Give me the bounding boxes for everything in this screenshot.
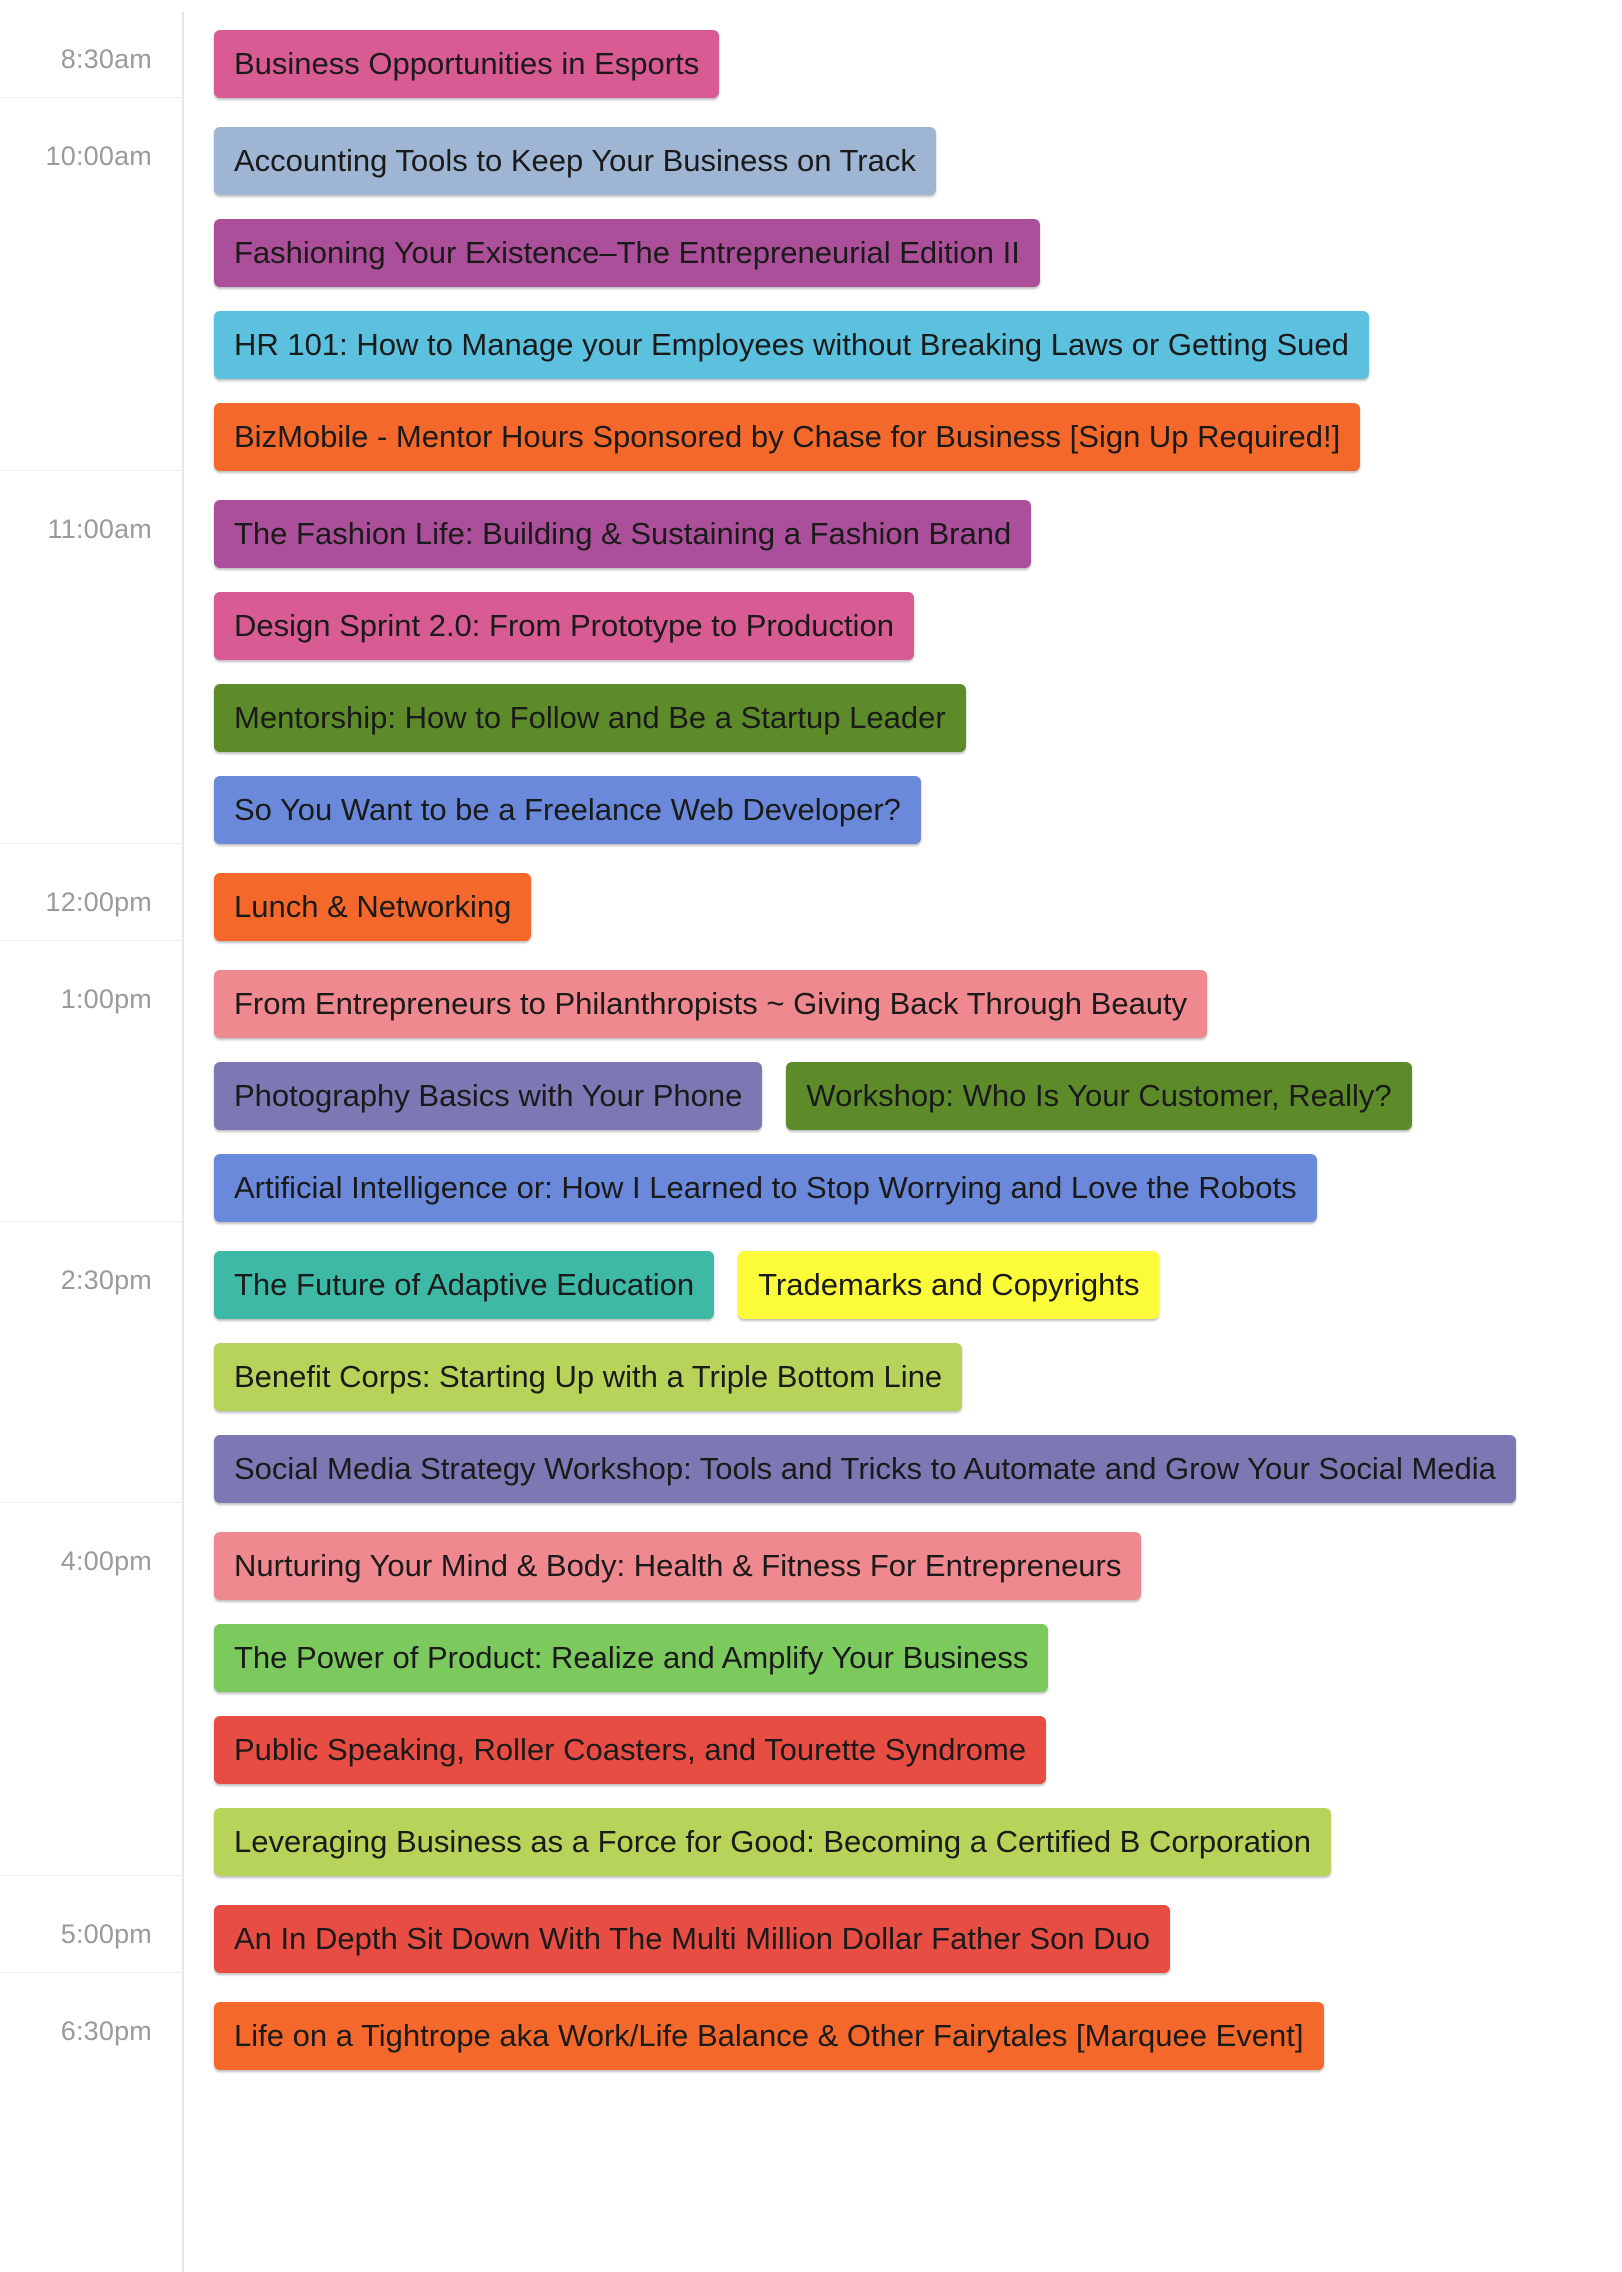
time-label: 5:00pm xyxy=(60,1919,152,1949)
session-card[interactable]: HR 101: How to Manage your Employees without Breaking Laws or Getting Sued xyxy=(214,311,1369,379)
time-slot xyxy=(0,30,1622,98)
slot-divider xyxy=(0,97,183,98)
session-card[interactable]: Mentorship: How to Follow and Be a Startup Leader xyxy=(214,684,966,752)
session-card[interactable]: From Entrepreneurs to Philanthropists ~ Giving Back Through Beauty xyxy=(214,970,1207,1038)
slot-divider xyxy=(0,1221,183,1222)
time-slot xyxy=(0,2002,1622,2070)
session-row xyxy=(214,592,1622,660)
session-row xyxy=(214,1808,1622,1876)
time-label: 4:00pm xyxy=(60,1546,152,1576)
session-card[interactable]: Public Speaking, Roller Coasters, and Tourette Syndrome xyxy=(214,1716,1046,1784)
session-list xyxy=(214,2002,1622,2070)
session-card[interactable]: Photography Basics with Your Phone xyxy=(214,1062,762,1130)
slot-divider xyxy=(0,843,183,844)
session-row xyxy=(214,1905,1622,1973)
session-list xyxy=(214,500,1622,844)
session-card[interactable]: Design Sprint 2.0: From Prototype to Production xyxy=(214,592,914,660)
slot-divider xyxy=(0,470,183,471)
session-row xyxy=(214,1154,1622,1222)
session-row xyxy=(214,1062,1622,1130)
slot-divider xyxy=(0,940,183,941)
session-card[interactable]: The Future of Adaptive Education xyxy=(214,1251,714,1319)
session-card[interactable]: The Fashion Life: Building & Sustaining a Fashion Brand xyxy=(214,500,1031,568)
time-label: 6:30pm xyxy=(60,2016,152,2046)
session-list xyxy=(214,1532,1622,1876)
time-label: 8:30am xyxy=(60,44,152,74)
session-row xyxy=(214,219,1622,287)
session-row xyxy=(214,500,1622,568)
session-row xyxy=(214,311,1622,379)
session-row xyxy=(214,2002,1622,2070)
session-card[interactable]: Nurturing Your Mind & Body: Health & Fitness For Entrepreneurs xyxy=(214,1532,1141,1600)
slot-divider xyxy=(0,1875,183,1876)
session-card[interactable]: The Power of Product: Realize and Amplify Your Business xyxy=(214,1624,1048,1692)
session-row xyxy=(214,1435,1622,1503)
time-label: 11:00am xyxy=(47,514,152,544)
session-row xyxy=(214,776,1622,844)
session-row xyxy=(214,30,1622,98)
session-card[interactable]: Social Media Strategy Workshop: Tools and Tricks to Automate and Grow Your Social Media xyxy=(214,1435,1516,1503)
session-list xyxy=(214,127,1622,471)
session-list xyxy=(214,30,1622,98)
session-card[interactable]: So You Want to be a Freelance Web Developer? xyxy=(214,776,921,844)
time-slot xyxy=(0,1905,1622,1973)
session-list xyxy=(214,1905,1622,1973)
time-slot xyxy=(0,873,1622,941)
session-card[interactable]: Benefit Corps: Starting Up with a Triple Bottom Line xyxy=(214,1343,962,1411)
session-card[interactable]: Leveraging Business as a Force for Good: Becoming a Certified B Corporation xyxy=(214,1808,1331,1876)
session-card[interactable]: Business Opportunities in Esports xyxy=(214,30,719,98)
session-row xyxy=(214,684,1622,752)
session-row xyxy=(214,403,1622,471)
time-label: 2:30pm xyxy=(60,1265,152,1295)
session-row xyxy=(214,1251,1622,1319)
time-label: 1:00pm xyxy=(60,984,152,1014)
session-row xyxy=(214,873,1622,941)
session-row xyxy=(214,1532,1622,1600)
time-slot xyxy=(0,1532,1622,1876)
session-card[interactable]: Artificial Intelligence or: How I Learned to Stop Worrying and Love the Robots xyxy=(214,1154,1317,1222)
time-slot xyxy=(0,500,1622,844)
session-row xyxy=(214,127,1622,195)
session-row xyxy=(214,1343,1622,1411)
time-slot xyxy=(0,1251,1622,1503)
session-card[interactable]: Fashioning Your Existence–The Entrepreneurial Edition II xyxy=(214,219,1040,287)
session-card[interactable]: BizMobile - Mentor Hours Sponsored by Chase for Business [Sign Up Required!] xyxy=(214,403,1360,471)
session-row xyxy=(214,1624,1622,1692)
session-card[interactable]: Workshop: Who Is Your Customer, Really? xyxy=(786,1062,1411,1130)
session-card[interactable]: Life on a Tightrope aka Work/Life Balance & Other Fairytales [Marquee Event] xyxy=(214,2002,1324,2070)
session-list xyxy=(214,970,1622,1222)
slot-divider xyxy=(0,1972,183,1973)
session-row xyxy=(214,1716,1622,1784)
time-slots xyxy=(0,30,1622,2070)
slot-divider xyxy=(0,1502,183,1503)
session-card[interactable]: Accounting Tools to Keep Your Business on Track xyxy=(214,127,936,195)
session-card[interactable]: An In Depth Sit Down With The Multi Million Dollar Father Son Duo xyxy=(214,1905,1170,1973)
time-slot xyxy=(0,127,1622,471)
time-label: 12:00pm xyxy=(45,887,152,917)
time-slot xyxy=(0,970,1622,1222)
time-label: 10:00am xyxy=(45,141,152,171)
session-list xyxy=(214,873,1622,941)
session-list xyxy=(214,1251,1622,1503)
session-card[interactable]: Trademarks and Copyrights xyxy=(738,1251,1159,1319)
session-card[interactable]: Lunch & Networking xyxy=(214,873,531,941)
session-row xyxy=(214,970,1622,1038)
